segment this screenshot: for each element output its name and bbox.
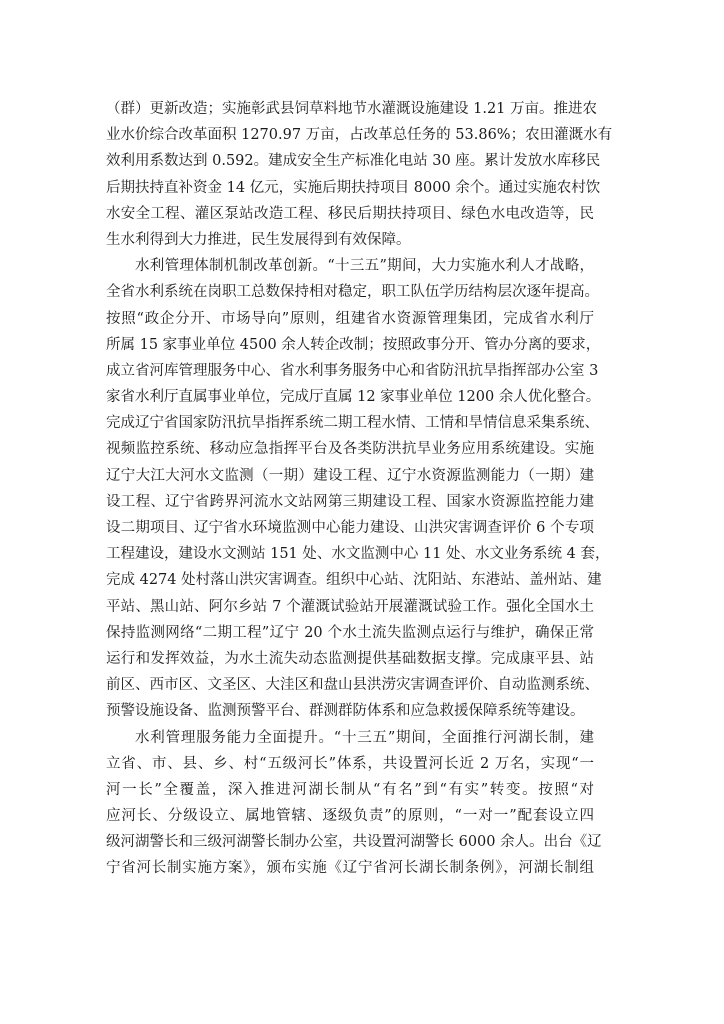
text-line: 工程建设，建设水文测站 151 处、水文监测中心 11 处、水文业务系统 4 套， — [106, 546, 610, 563]
text-line: （群）更新改造；实施彰武县饲草料地节水灌溉设施建设 1.21 万亩。推进农 — [106, 101, 598, 117]
text-line: 后期扶持直补资金 14 亿元，实施后期扶持项目 8000 余个。通过实施农村饮 — [106, 179, 601, 196]
text-line: 应河长、分级设立、属地管辖、逐级负责”的原则，“一对一”配套设立四 — [106, 808, 594, 825]
text-line: 水利管理服务能力全面提升。“十三五”期间，全面推行河湖长制，建 — [135, 729, 594, 746]
text-line: 河一长”全覆盖，深入推进河湖长制从“有名”到“有实”转变。按照“对 — [106, 781, 594, 798]
text-line: 业水价综合改革面积 1270.97 万亩，占改革总任务的 53.86%；农田灌溉水有 — [106, 127, 613, 144]
text-line: 成立省河库管理服务中心、省水利事务服务中心和省防汛抗旱指挥部办公室 3 — [106, 362, 599, 379]
text-line: 生水利得到大力推进，民生发展得到有效保障。 — [106, 231, 411, 248]
paragraph-management-reform — [106, 253, 610, 724]
text-line: 立省、市、县、乡、村“五级河长”体系，共设置河长近 2 万名，实现“一 — [106, 755, 594, 772]
text-line: 家省水利厅直属事业单位，完成厅直属 12 家事业单位 1200 余人优化整合。 — [106, 389, 601, 406]
text-line: 辽宁大江大河水文监测（一期）建设工程、辽宁水资源监测能力（一期）建 — [106, 467, 594, 484]
text-line: 效利用系数达到 0.592。建成安全生产标准化电站 30 座。累计发放水库移民 — [106, 153, 601, 170]
text-line: 水利管理体制机制改革创新。“十三五”期间，大力实施水利人才战略， — [135, 258, 594, 275]
text-line: 平站、黑山站、阿尔乡站 7 个灌溉试验站开展灌溉试验工作。强化全国水土 — [106, 598, 594, 615]
text-line: 完成辽宁省国家防汛抗旱指挥系统二期工程水情、工情和旱情信息采集系统、 — [106, 415, 599, 432]
text-line: 设二期项目、辽宁省水环境监测中心能力建设、山洪灾害调查评价 6 个专项 — [106, 520, 594, 536]
text-line: 预警设施设备、监测预警平台、群测群防体系和应急救援保障系统等建设。 — [106, 703, 585, 720]
text-line: 按照“政企分开、市场导向”原则，组建省水资源管理集团，完成省水利厅 — [106, 310, 594, 327]
document-page — [106, 96, 613, 882]
text-line: 运行和发挥效益，为水土流失动态监测提供基础数据支撑。完成康平县、站 — [106, 650, 594, 667]
text-line: 水安全工程、灌区泵站改造工程、移民后期扶持项目、绿色水电改造等，民 — [106, 205, 594, 222]
paragraph-service-capacity — [106, 725, 602, 882]
text-line: 所属 15 家事业单位 4500 余人转企改制；按照政事分开、管办分离的要求， — [106, 336, 601, 353]
text-line: 设工程、辽宁省跨界河流水文站网第三期建设工程、国家水资源监控能力建 — [106, 493, 594, 510]
paragraph-continued — [106, 96, 613, 253]
text-line: 视频监控系统、移动应急指挥平台及各类防洪抗旱业务应用系统建设。实施 — [106, 441, 594, 458]
text-line: 前区、西市区、文圣区、大洼区和盘山县洪涝灾害调查评价、自动监测系统、 — [106, 677, 599, 694]
text-line: 全省水利系统在岗职工总数保持相对稳定，职工队伍学历结构层次逐年提高。 — [106, 284, 599, 301]
text-line: 保持监测网络“二期工程”辽宁 20 个水土流失监测点运行与维护，确保正常 — [106, 624, 594, 641]
text-line: 完成 4274 处村落山洪灾害调查。组织中心站、沈阳站、东港站、盖州站、建 — [106, 572, 602, 589]
text-line: 级河湖警长和三级河湖警长制办公室，共设置河湖警长 6000 余人。出台《辽 — [106, 834, 602, 851]
text-line: 宁省河长制实施方案》，颁布实施《辽宁省河长湖长制条例》，河湖长制组 — [106, 860, 594, 877]
